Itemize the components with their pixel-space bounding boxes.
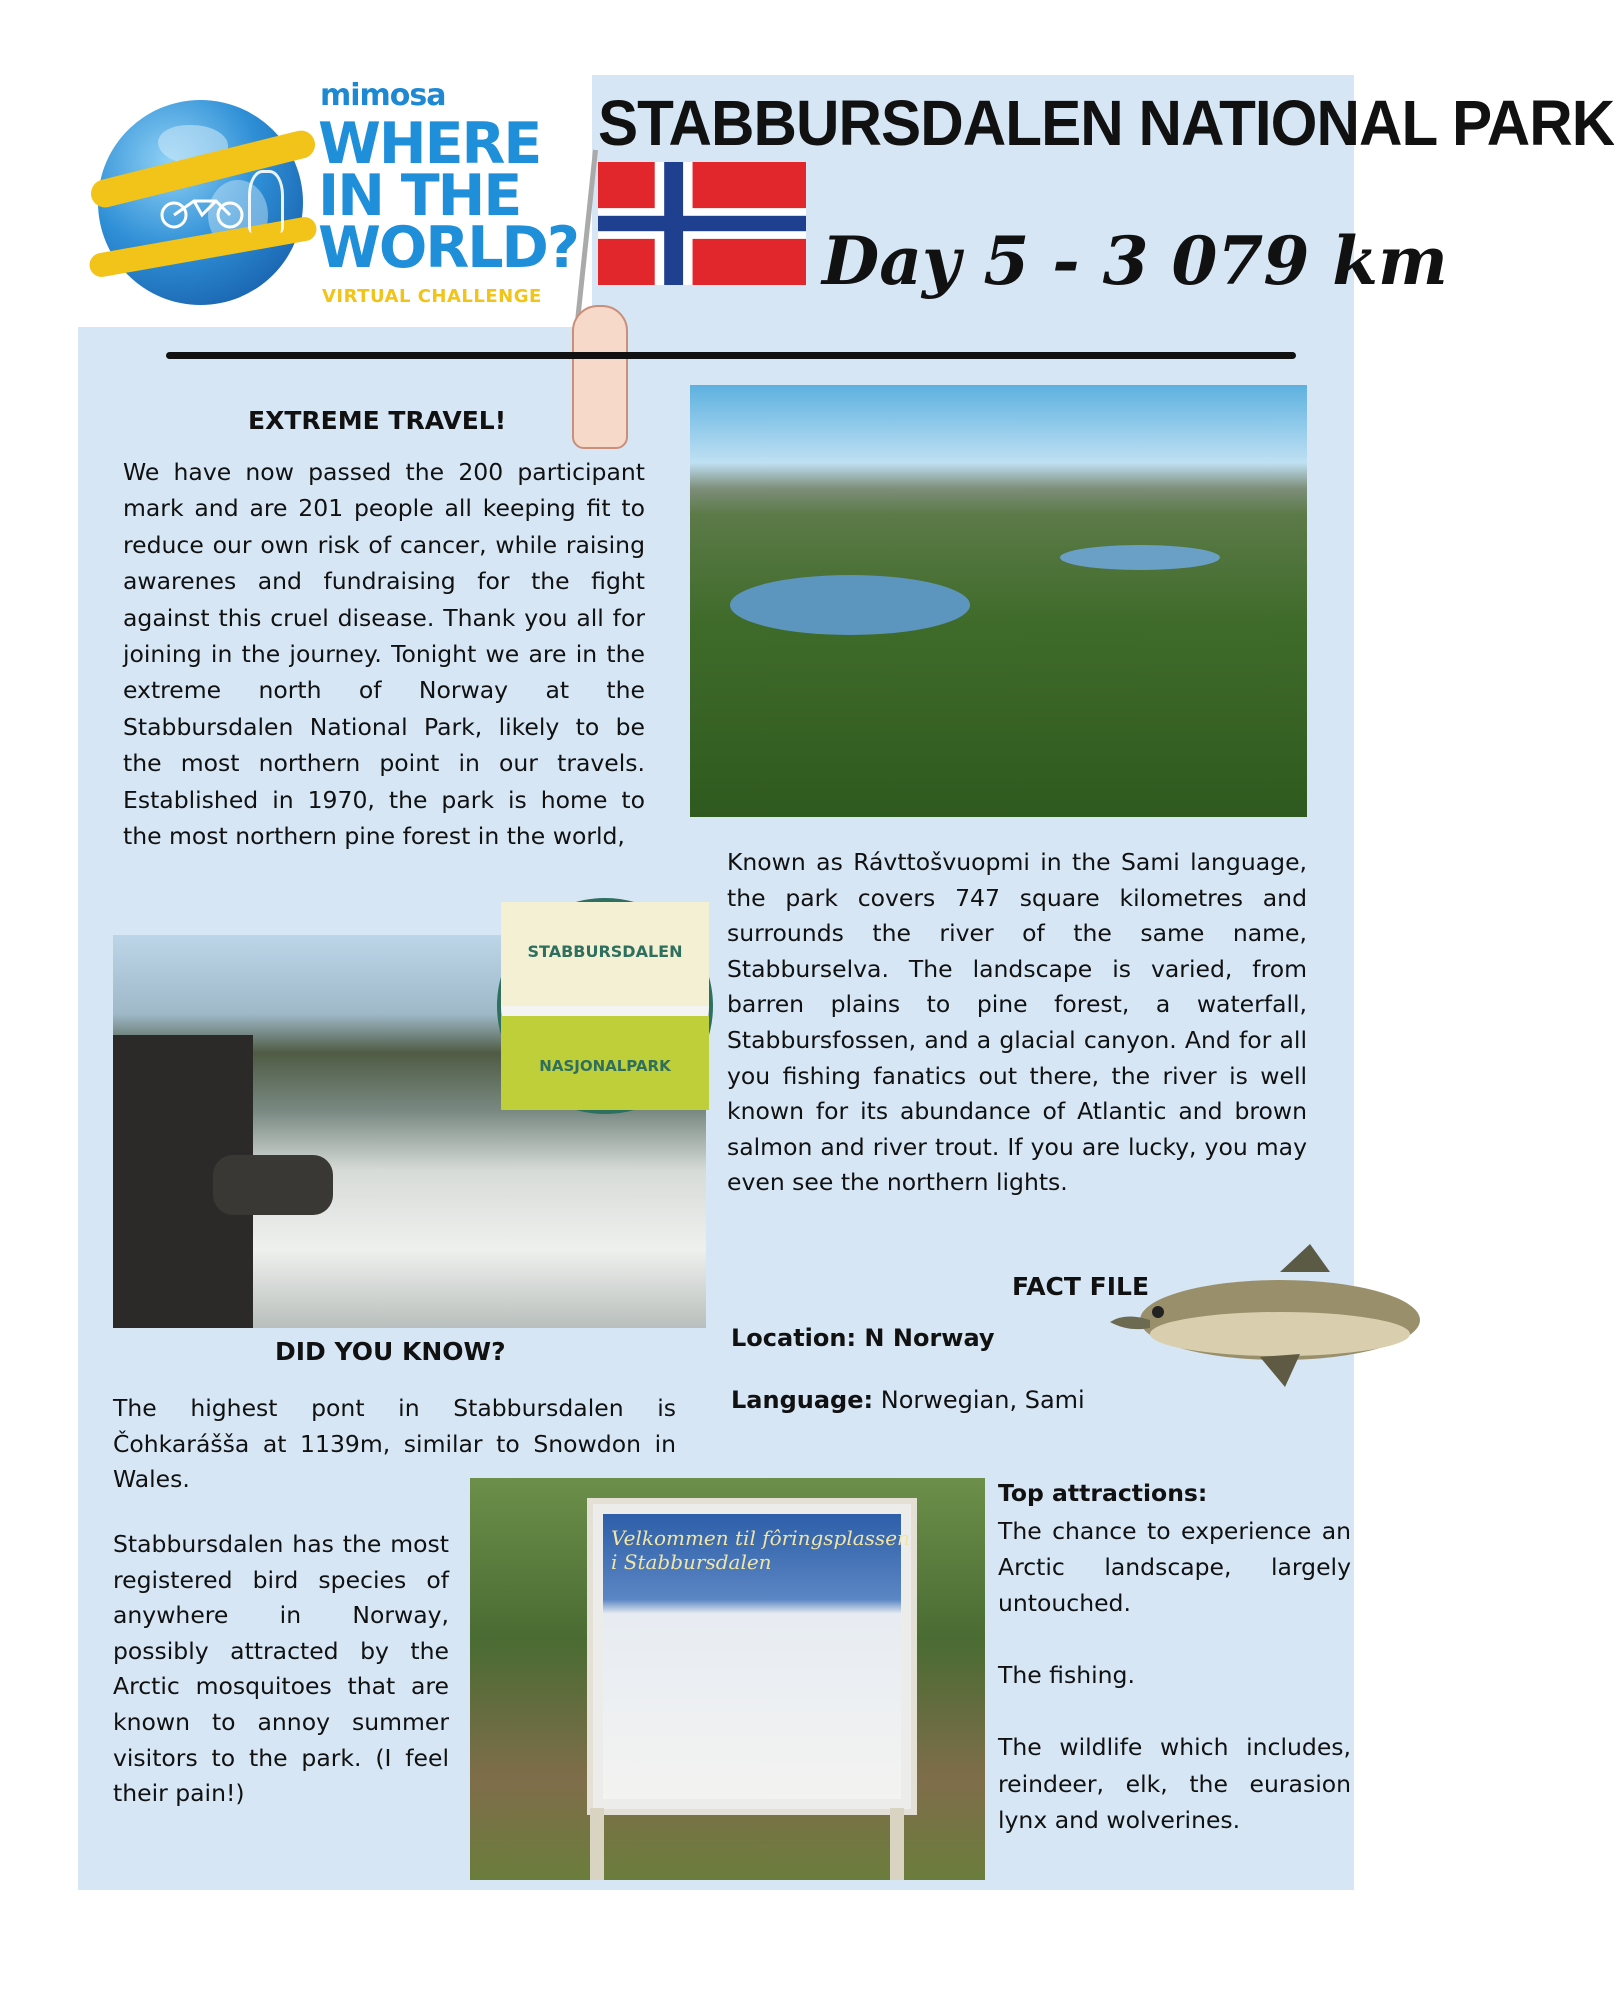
fact-location: Location: N Norway [731,1324,995,1352]
hand-holding-flag-icon [572,305,628,449]
known-as-body: Known as Rávttošvuopmi in the Sami language, the park covers 747 square kilometres and surrounds the river of the same name, Stabburselva. The landscape is varied, from barren plains to pine forest, a waterfall, Stabbursfossen, and a glacial canyon. And for all you fishing fanatics out there, the river is well known for its abundance of Atlantic and brown salmon and river trout. If you are lucky, you may even see the northern lights. [727,848,1307,1197]
fact-language-label: Language: [731,1386,874,1414]
top-attraction-3: The wildlife which includes, reindeer, elk, the eurasion lynx and wolverines. [998,1733,1351,1834]
day-distance: Day 5 - 3 079 km [822,222,1448,300]
top-attractions-label: Top attractions: [998,1479,1208,1507]
extreme-body: We have now passed the 200 participant mark and are 201 people all keeping fit to reduce our own risk of cancer, while raising awarenes and fundraising for the fight against this cruel disease. Thank you all for joining in the journey. Tonight we are in the extreme north of Norway at the Stabbursdalen National Park, likely to be the most northern point in our travels. Established in 1970, the park is home to the most northern pine forest in the world, [123,458,645,851]
sign-poster-title: Velkommen til fôringsplassen i Stabbursdalen [611,1526,910,1574]
logo-title: WHERE IN THE WORLD? [318,111,578,281]
extreme-heading: EXTREME TRAVEL! [248,406,507,435]
top-attraction-2: The fishing. [998,1661,1135,1689]
norway-flag-icon [598,162,806,285]
logo-subtitle: VIRTUAL CHALLENGE [322,286,542,307]
fact-file-heading: FACT FILE [1012,1272,1150,1301]
page-title: STABBURSDALEN NATIONAL PARK [598,87,1614,159]
forest-landscape-photo [690,385,1307,817]
divider [166,352,1296,359]
park-badge-logo: STABBURSDALEN NASJONALPARK [497,898,713,1114]
bicycle-icon [158,195,248,229]
top-attraction-1: The chance to experience an Arctic landscape, largely untouched. [998,1517,1351,1617]
fact-language [731,1386,1085,1414]
logo-brand: mimosa [320,78,446,113]
did-you-know-para1: The highest pont in Stabbursdalen is Čohkarášša at 1139m, similar to Snowdon in Wales. [113,1394,676,1493]
did-you-know-para2: Stabbursdalen has the most registered bird species of anywhere in Norway, possibly attracted by the Arctic mosquitoes that are known to annoy summer visitors to the park. (I feel their pain!) [113,1530,449,1808]
fact-language-value: Norwegian, Sami [880,1386,1085,1414]
bird-sign-photo [470,1478,985,1880]
globe-logo-icon [98,100,303,305]
did-you-know-heading: DID YOU KNOW? [275,1337,506,1366]
runner-icon [248,170,284,233]
salmon-fish-icon [1110,1242,1410,1392]
